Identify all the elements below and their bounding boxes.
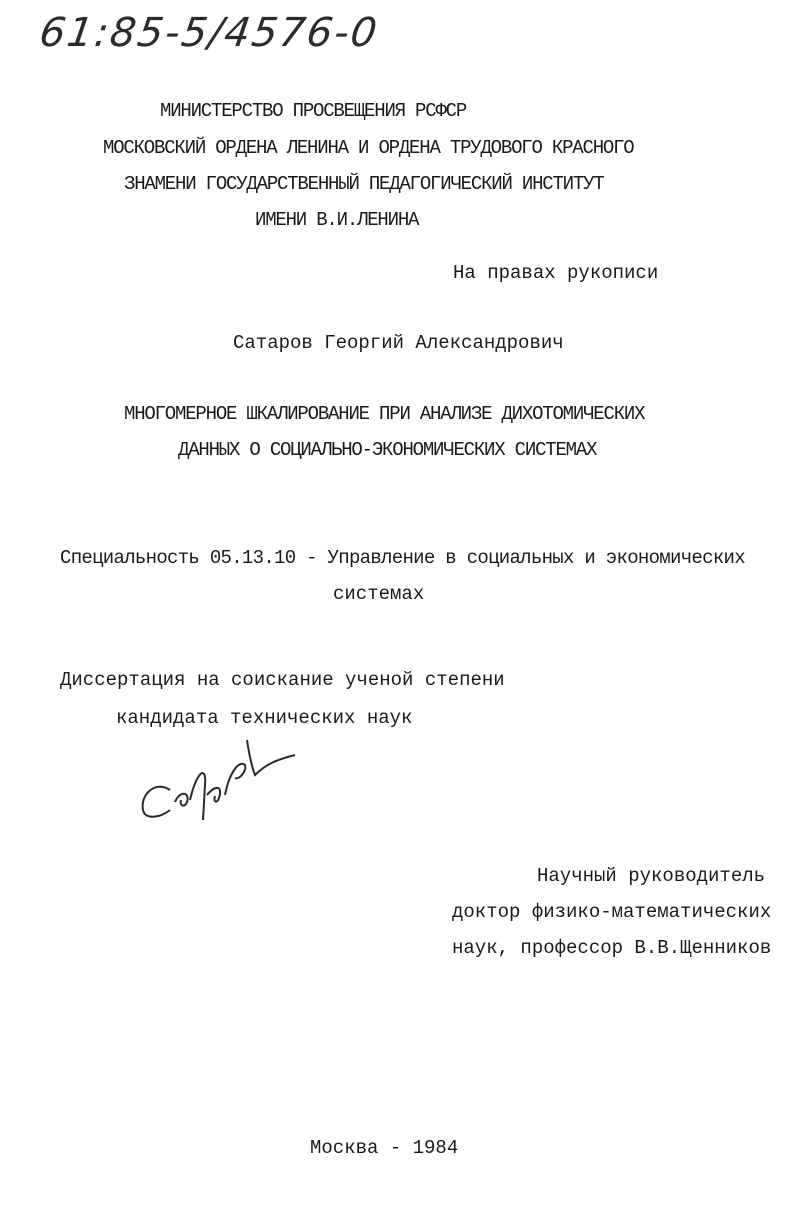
- archive-number: 61:85-5/4576-0: [36, 10, 382, 56]
- institute-line-1: МОСКОВСКИЙ ОРДЕНА ЛЕНИНА И ОРДЕНА ТРУДОВОГО КРАСНОГО: [103, 137, 634, 159]
- supervisor-title: Научный руководитель: [537, 865, 766, 887]
- author-name: Сатаров Георгий Александрович: [233, 332, 564, 354]
- specialty-line-1: Специальность 05.13.10 - Управление в социальных и экономических: [60, 547, 745, 569]
- thesis-title-line-1: МНОГОМЕРНОЕ ШКАЛИРОВАНИЕ ПРИ АНАЛИЗЕ ДИХОТОМИЧЕСКИХ: [124, 403, 645, 425]
- degree-line-1: Диссертация на соискание ученой степени: [60, 669, 505, 691]
- supervisor-degree: доктор физико-математических: [452, 901, 772, 923]
- rights-note: На правах рукописи: [453, 262, 659, 284]
- ministry-line: МИНИСТЕРСТВО ПРОСВЕЩЕНИЯ РСФСР: [160, 100, 467, 122]
- specialty-line-2: системах: [333, 583, 425, 605]
- degree-line-2: кандидата технических наук: [116, 707, 413, 729]
- institute-line-2: ЗНАМЕНИ ГОСУДАРСТВЕННЫЙ ПЕДАГОГИЧЕСКИЙ ИНСТИТУТ: [124, 173, 604, 195]
- thesis-title-line-2: ДАННЫХ О СОЦИАЛЬНО-ЭКОНОМИЧЕСКИХ СИСТЕМАХ: [178, 439, 597, 461]
- city-year: Москва - 1984: [310, 1137, 459, 1159]
- institute-line-3: ИМЕНИ В.И.ЛЕНИНА: [255, 209, 419, 231]
- supervisor-name: наук, профессор В.В.Щенников: [452, 937, 772, 959]
- signature: [135, 730, 305, 830]
